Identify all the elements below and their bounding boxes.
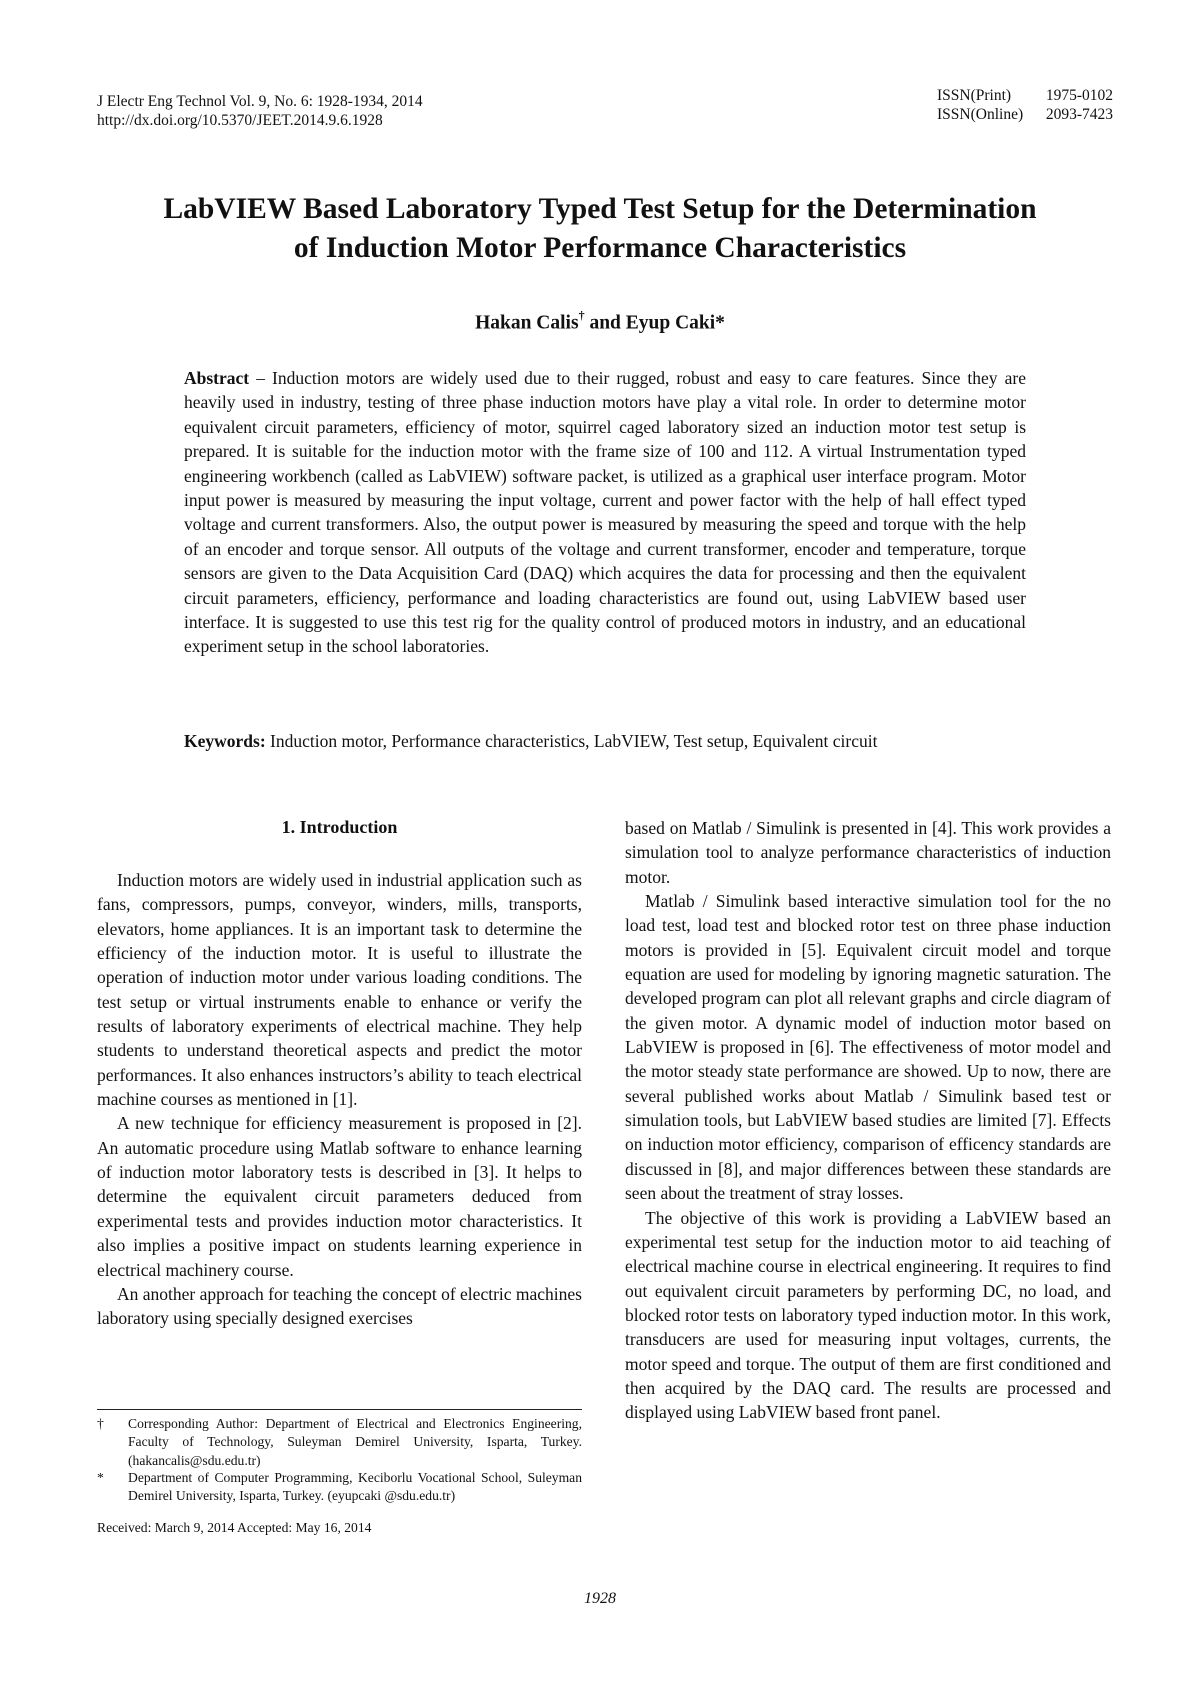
author-1: Hakan Calis [475, 312, 579, 334]
title-line-1: LabVIEW Based Laboratory Typed Test Setup for the Determination [163, 193, 1037, 225]
keywords-label: Keywords: [184, 731, 266, 751]
intro-paragraph-3-continued: based on Matlab / Simulink is presented in [4]. This work provides a simulation tool to analyze performance characteristics of induction motor. [625, 818, 1111, 887]
issn-print-row [937, 86, 1113, 105]
received-dates: Received: March 9, 2014 Accepted: May 16, 2014 [97, 1520, 372, 1535]
footnote-2-mark: * [97, 1470, 104, 1485]
abstract-text: – Induction motors are widely used due to their rugged, robust and easy to care features. Since they are heavily used in industry, testing of three phase induction motors have play a vital role. In order to determine motor equivalent circuit parameters, efficiency of motor, squirrel caged laboratory sized an induction motor test setup is prepared. It is suitable for the induction motor with the frame size of 100 and 112. A virtual Instrumentation typed engineering workbench (called as LabVIEW) software packet, is utilized as a graphical user interface program. Motor input power is measured by measuring the input voltage, current and power factor with the help of hall effect typed voltage and current transformers. Also, the output power is measured by measuring the speed and torque with the help of an encoder and torque sensor. All outputs of the voltage and current transformer, encoder and temperature, torque sensors are given to the Data Acquisition Card (DAQ) which acquires the data for processing and then the equivalent circuit parameters, efficiency, performance and loading characteristics are found out, using LabVIEW based user interface. It is suggested to use this test rig for the quality control of produced motors in industry, and an educational experiment setup in the school laboratories. [184, 368, 1026, 657]
footnote-1 [97, 1415, 582, 1470]
journal-header [97, 92, 423, 130]
abstract-label: Abstract [184, 368, 250, 388]
page-number: 1928 [584, 1590, 616, 1607]
issn-online-row [937, 105, 1113, 124]
intro-paragraph-3: An another approach for teaching the concept of electric machines laboratory using specially designed exercises [97, 1283, 582, 1329]
corresponding-mark: † [578, 308, 585, 322]
abstract [184, 366, 1026, 659]
issn-online-value: 2093-7423 [1045, 106, 1113, 123]
intro-paragraph-5: The objective of this work is providing a LabVIEW based an experimental test setup for the induction motor to aid teaching of electrical machine course in electrical engineering. It requires to find out equivalent circuit parameters by performing DC, no load, and blocked rotor tests on laboratory typed induction motor. In this work, transducers are used for measuring input voltages, currents, the motor speed and torque. The output of them are first conditioned and then acquired by the DAQ card. The results are processed and displayed using LabVIEW based front panel. [625, 1207, 1111, 1423]
intro-paragraph-2: A new technique for efficiency measurement is proposed in [2]. An automatic procedure using Matlab software to enhance learning of induction motor laboratory tests is described in [3]. It helps to determine the equivalent circuit parameters deduced from experimental tests and provides induction motor characteristics. It also implies a positive impact on students learning experience in electrical machinery course. [97, 1113, 582, 1280]
right-column [625, 816, 1111, 1425]
keywords-text: Induction motor, Performance characteristics, LabVIEW, Test setup, Equivalent circuit [265, 731, 878, 751]
issn-print-value: 1975-0102 [1045, 87, 1113, 104]
intro-paragraph-1: Induction motors are widely used in industrial application such as fans, compressors, pumps, conveyor, winders, mills, transports, elevators, home appliances. It is an important task to determine the efficiency of the induction motor. It is useful to illustrate the operation of induction motor under various loading conditions. The test setup or virtual instruments enable to enhance or verify the results of laboratory experiments of electrical machine. They help students to understand theoretical aspects and predict the motor performances. It also enhances instructors’s ability to teach electrical machine courses as mentioned in [1]. [97, 870, 582, 1110]
footnote-2 [97, 1469, 582, 1506]
footnote-2-text: Department of Computer Programming, Keciborlu Vocational School, Suleyman Demirel University, Isparta, Turkey. (eyupcaki @sdu.edu.tr) [128, 1470, 582, 1504]
footnote-divider [97, 1409, 582, 1410]
keywords [184, 729, 1026, 753]
footnote-1-text: Corresponding Author: Department of Electrical and Electronics Engineering, Faculty of Technology, Suleyman Demirel University, Isparta, Turkey. (hakancalis@sdu.edu.tr) [128, 1416, 582, 1468]
author-2: Eyup Caki* [625, 312, 725, 334]
intro-paragraph-4: Matlab / Simulink based interactive simulation tool for the no load test, load test and blocked rotor test on three phase induction motors is provided in [5]. Equivalent circuit model and torque equation are used for modeling by ignoring magnetic saturation. The developed program can plot all relevant graphs and circle diagram of the given motor. A dynamic model of induction motor based on LabVIEW is proposed in [6]. The effectiveness of motor model and the motor steady state performance are showed. Up to now, there are several published works about Matlab / Simulink based test or simulation tools, but LabVIEW based studies are limited [7]. Effects on induction motor efficiency, comparison of efficency standards are discussed in [8], and major differences between these standards are seen about the treatment of stray losses. [625, 891, 1111, 1204]
doi-link[interactable]: http://dx.doi.org/10.5370/JEET.2014.9.6.1928 [97, 112, 383, 129]
paper-title [100, 190, 1100, 268]
author-joiner: and [584, 312, 626, 334]
footnote-1-mark: † [97, 1416, 104, 1431]
author-list [100, 310, 1100, 335]
section-heading-introduction: 1. Introduction [281, 817, 398, 837]
issn-print-label: ISSN(Print) [937, 87, 1012, 104]
title-line-2: of Induction Motor Performance Characteristics [293, 232, 907, 264]
issn-block [937, 86, 1113, 124]
issn-online-label: ISSN(Online) [937, 106, 1024, 123]
left-column [97, 868, 582, 1331]
journal-citation: J Electr Eng Technol Vol. 9, No. 6: 1928-1934, 2014 [97, 93, 423, 110]
